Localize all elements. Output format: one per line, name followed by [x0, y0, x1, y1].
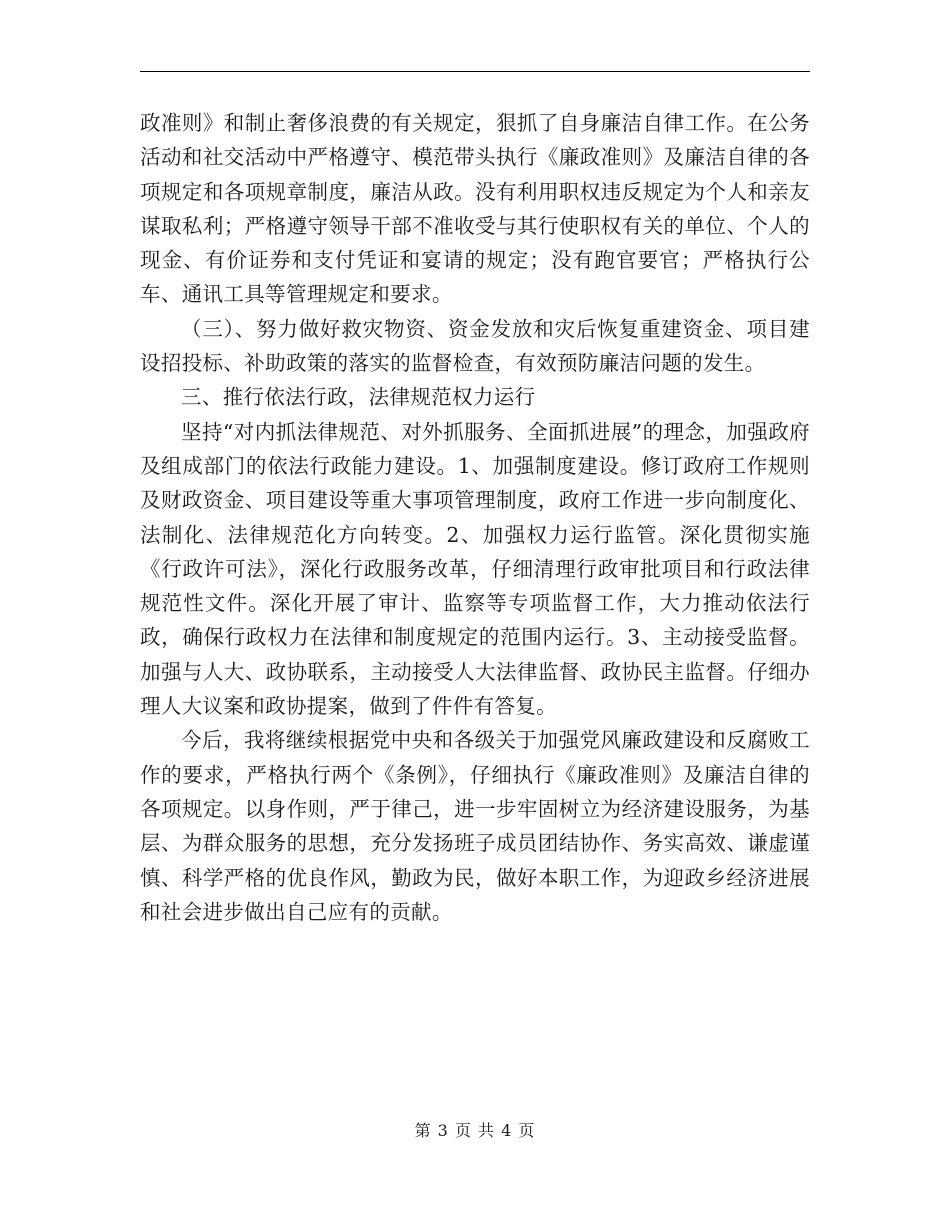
paragraph-4: 今后，我将继续根据党中央和各级关于加强党风廉政建设和反腐败工作的要求，严格执行两个《条例》，仔细执行《廉政准则》及廉洁自律的各项规定。以身作则，严于律己，进一步牢固树立为经济建设服务，为基层、为群众服务的思想，充分发扬班子成员团结协作、务实高效、谦虚谨慎、科学严格的优良作风，勤政为民，做好本职工作，为迎政乡经济进展和社会进步做出自己应有的贡献。 [140, 728, 810, 924]
paragraph-2: （三）、努力做好救灾物资、资金发放和灾后恢复重建资金、项目建设招投标、补助政策的落实的监督检查，有效预防廉洁问题的发生。 [140, 316, 810, 376]
document-body [140, 106, 810, 929]
header-rule [140, 71, 810, 72]
section-heading: 三、推行依法行政，法律规范权力运行 [181, 385, 536, 410]
paragraph-3: 坚持“对内抓法律规范、对外抓服务、全面抓进展”的理念，加强政府及组成部门的依法行政能力建设。1、加强制度建设。修订政府工作规则及财政资金、项目建设等重大事项管理制度，政府工作进一步向制度化、法制化、法律规范化方向转变。2、加强权力运行监管。深化贯彻实施《行政许可法》，深化行政服务改革，仔细清理行政审批项目和行政法律规范性文件。深化开展了审计、监察等专项监督工作，大力推动依法行政，确保行政权力在法律和制度规定的范围内运行。3、主动接受监督。加强与人大、政协联系，主动接受人大法律监督、政协民主监督。仔细办理人大议案和政协提案，做到了件件有答复。 [140, 419, 810, 719]
page-footer: 第 3 页 共 4 页 [414, 1121, 536, 1140]
paragraph-1: 政准则》和制止奢侈浪费的有关规定，狠抓了自身廉洁自律工作。在公务活动和社交活动中严格遵守、模范带头执行《廉政准则》及廉洁自律的各项规定和各项规章制度，廉洁从政。没有利用职权违反规定为个人和亲友谋取私利；严格遵守领导干部不准收受与其行使职权有关的单位、个人的现金、有价证券和支付凭证和宴请的规定；没有跑官要官；严格执行公车、通讯工具等管理规定和要求。 [140, 111, 810, 307]
